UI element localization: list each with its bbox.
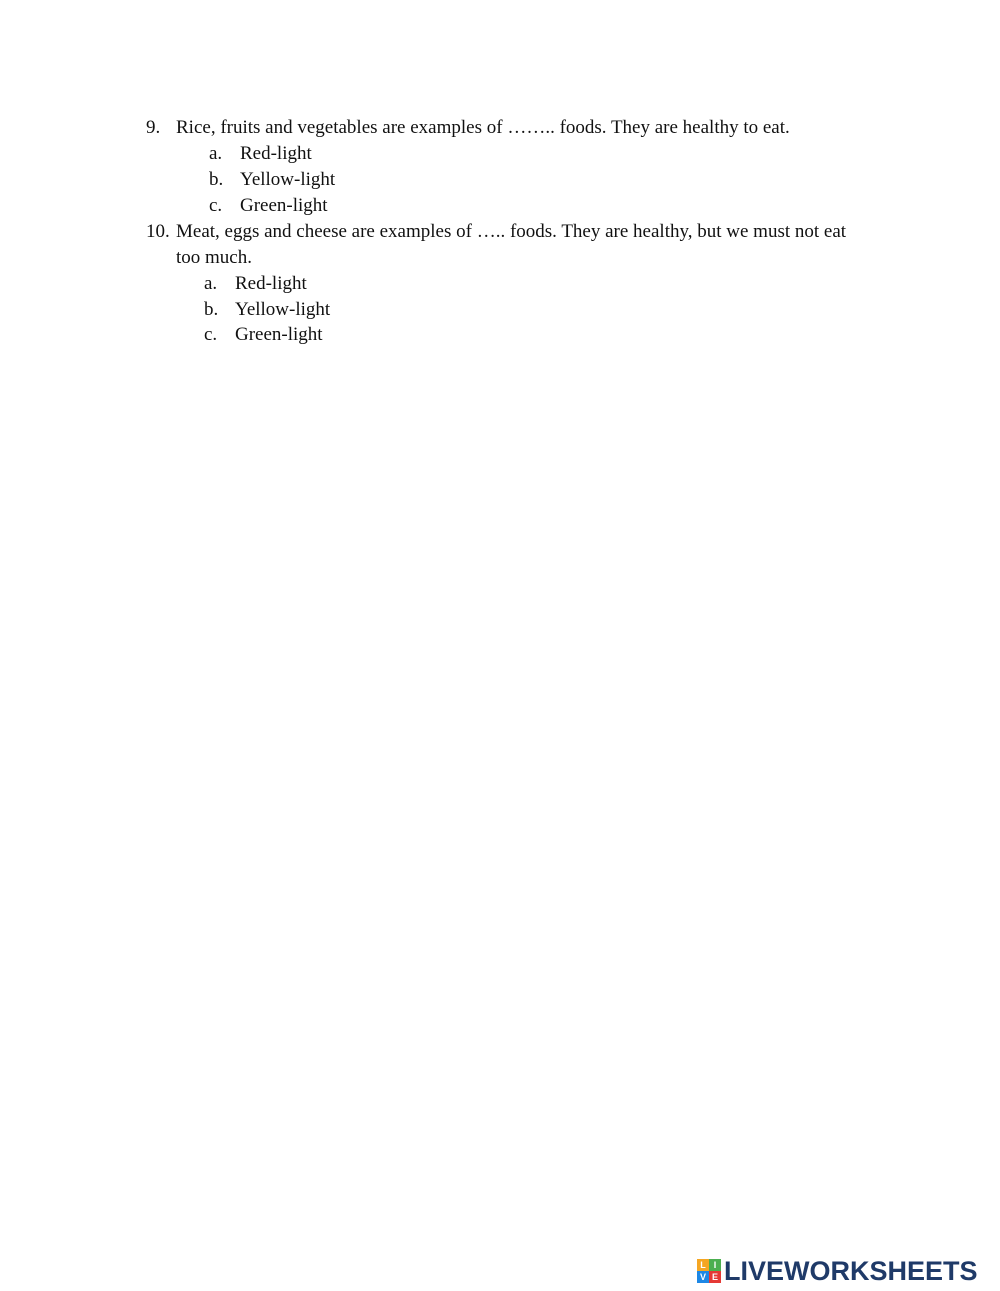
question-number: 9. xyxy=(146,117,161,138)
liveworksheets-logo xyxy=(697,1256,978,1286)
option-letter: b. xyxy=(204,299,219,320)
option-letter: b. xyxy=(209,169,224,190)
question-text-continued: too much. xyxy=(176,247,252,268)
question-number: 10. xyxy=(146,221,170,242)
option-text: Red-light xyxy=(240,143,312,164)
option-letter: a. xyxy=(204,273,218,294)
tile-l: L xyxy=(697,1259,709,1271)
option-text: Green-light xyxy=(235,324,323,345)
option-text: Red-light xyxy=(235,273,307,294)
option-text: Green-light xyxy=(240,195,328,216)
question-text: Meat, eggs and cheese are examples of ….. foods. They are healthy, but we must not eat xyxy=(176,221,847,242)
live-tiles-icon xyxy=(697,1259,721,1283)
tile-v: V xyxy=(697,1271,709,1283)
option-text: Yellow-light xyxy=(235,299,331,320)
option-letter: c. xyxy=(204,324,218,345)
tile-e: E xyxy=(709,1271,721,1283)
tile-i: I xyxy=(709,1259,721,1271)
brand-name: LIVEWORKSHEETS xyxy=(724,1256,978,1286)
option-letter: c. xyxy=(209,195,223,216)
option-letter: a. xyxy=(209,143,223,164)
option-text: Yellow-light xyxy=(240,169,336,190)
question-text: Rice, fruits and vegetables are examples of …….. foods. They are healthy to eat. xyxy=(176,117,790,138)
